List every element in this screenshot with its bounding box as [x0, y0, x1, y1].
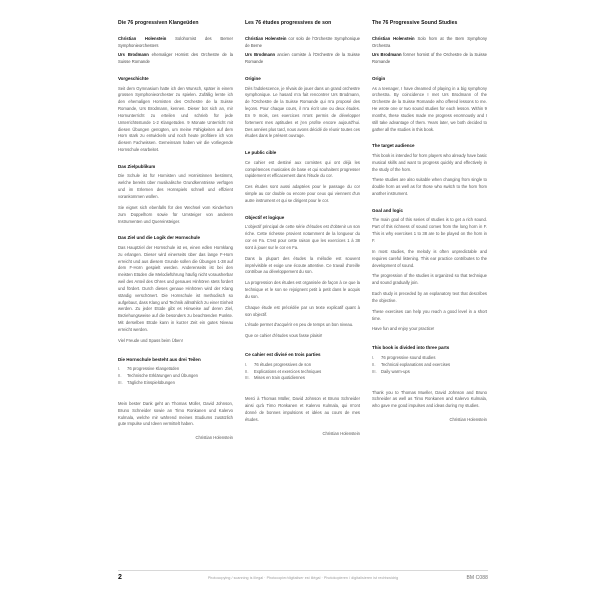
parts-item-text: Technische Erklärungen und Übungen — [127, 373, 199, 379]
parts-item-number: I. — [372, 354, 375, 360]
copyright-notice: Photocopying / scanning is illegal · Photocopier/digitaliser est illégal · Photokopieren / digitalisieren ist rechtswidrig — [207, 576, 399, 580]
section-ziel-und-logik — [118, 235, 233, 344]
section-paragraph: The main goal of this series of studies is to get a rich sound. Part of this richness of sound comes from the long horn in F. This is why exercises 1 to 38 are to be played on the horn in F. — [372, 217, 487, 244]
author-entry — [372, 52, 487, 66]
section-paragraph: Seit dem Gymnasium hatte ich den Wunsch, später in einem grossen Symphonieorchester zu spielen. Zufällig lernte ich den ehemaligen Hornisten des Orchestre de la Suisse Romande, Urs Brodmann, kennen. Dieser bot sich an, mir Hornunterricht zu erteilen und schrieb für jede Unterrichtsstunde 1-2 Klangetüden. 9 Monate Unterricht mit diesen Übungen genügten, um meine Fähigkeiten auf dem Horn stark zu entwickeln und noch heute profitiere ich von diesem Fachwissen. Gemeinsam haben wir die vorliegende Hornschule erarbeitet. — [118, 85, 233, 153]
parts-list-item — [245, 362, 360, 369]
author-role: ehemaliger Hornist des Orchestre de la Suisse Romande — [118, 52, 233, 65]
parts-item-number: III. — [372, 368, 377, 374]
section-paragraph: This book is intended for horn players who already have basic musical skills and want to progress quickly and effectively in the study of the horn. — [372, 152, 487, 172]
parts-list-item — [118, 380, 233, 387]
section-origine — [245, 76, 360, 140]
signature: Christian Holenstein — [322, 430, 360, 436]
parts-block-german — [118, 357, 233, 387]
section-target-audience — [372, 143, 487, 198]
author-name: Urs Brodmann — [118, 52, 149, 58]
parts-list-item — [372, 355, 487, 362]
author-role: ancien corniste à l'Orchestre de la Suisse Romande — [245, 52, 360, 65]
parts-item-number: II. — [118, 373, 122, 379]
parts-list-item — [118, 373, 233, 380]
section-paragraph: Each study is preceded by an explanatory text that describes the objective. — [372, 291, 487, 303]
footer-divider — [118, 570, 488, 571]
column-title-german: Die 76 progressiven Klangeüden — [118, 20, 199, 26]
section-goal-and-logic — [372, 208, 487, 333]
section-heading: Das Ziel und die Logik der Hornschule — [118, 235, 201, 241]
section-paragraph: Que ce cahier d'études vous fasse plaisir! — [245, 333, 323, 339]
parts-block-english — [372, 345, 487, 375]
acknowledgements-german — [118, 401, 233, 442]
parts-item-text: Technical explanations and exercises — [381, 361, 451, 367]
author-entry — [245, 52, 360, 66]
parts-list-item — [118, 366, 233, 373]
section-paragraph: These exercises can help you reach a good level in a short time. — [372, 308, 487, 321]
parts-item-text: Tägliche Einspielübungen — [127, 380, 175, 385]
parts-item-number: I. — [118, 366, 121, 372]
section-paragraph: La progression des études est organisée de façon à ce que la technique et le son se rejoignent petit à petit dans le acquis du son. — [245, 280, 360, 299]
section-paragraph: Dans la plupart des études la mélodie est souvent imprévisible et exige une écoute attentive. Ce travail d'oreille contribue au développement du son. — [245, 255, 360, 275]
parts-list — [372, 355, 487, 376]
three-column-layout — [118, 20, 488, 442]
section-heading: Goal and logic — [372, 208, 404, 213]
parts-list-item — [372, 369, 487, 376]
catalogue-number: BM C088 — [466, 575, 488, 581]
author-entry — [118, 52, 233, 66]
section-heading: Origine — [245, 76, 261, 82]
section-heading: Das Zielpublikum — [118, 163, 156, 169]
author-role: former hornist of the Orchestre de la Suisse Romande — [372, 52, 487, 65]
section-paragraph: L'objectif principal de cette série d'études est d'obtenir un son riche. Cette richesse provient notamment de la longueur du cor en Fa. C'est pour cette raison que les exercices 1 à 38 sont à jouer sur le cor en Fa. — [245, 224, 360, 250]
parts-list-item — [245, 369, 360, 376]
parts-item-text: Mises en train quotidiennes — [254, 375, 305, 381]
section-objectif-logique — [245, 215, 360, 340]
section-paragraph: Chaque étude est précédée par un texte explicatif quant à son objectif. — [245, 304, 360, 317]
parts-item-text: Explications et exercices techniques — [254, 368, 322, 374]
author-name: Urs Brodmann — [245, 52, 276, 58]
parts-item-text: Daily warm-ups — [381, 368, 410, 374]
section-paragraph: Das Hauptziel der Hornschule ist es, einen edlen Hornklang zu erlangen. Dieser wird einerseits über das lange F-Horn erreicht und aus diesem Grunde sollen die Übungen 1-38 auf dem F-Horn gespielt werden. Anderenseits ist bei den meisten Etüden die Melodieführung häufig nicht vorausherbar weil des Anteil des Ohres und genaues Hinhören stets fordert und fördert. Durch dieses genaue Hinhören wird der Klang ständig verschönert. Die Hornschule ist methodisch so aufgebaut, dass Klang und Technik allmählich zu einer Einheit werden. Zu jeder Etüde gibt es Hinweise auf deren Ziel, Beziehungsweise auf die besonders zu beachtenden Punkte. Mit derselben Etüde kann in kurzer Zeit ein gutes Niveau erreicht werden. — [118, 244, 233, 332]
column-french — [245, 20, 360, 442]
section-paragraph: L'étude permet d'acquérir en peu de temps un bon niveau. — [245, 322, 354, 328]
author-name: Christian Holenstein — [118, 36, 167, 42]
parts-list-item — [245, 375, 360, 382]
parts-list — [245, 362, 360, 383]
author-name: Christian Holenstein — [245, 36, 287, 42]
page-number: 2 — [118, 574, 122, 581]
section-zielpublikum — [118, 164, 233, 225]
section-origin — [372, 76, 487, 133]
parts-item-number: III. — [245, 375, 250, 381]
page-footer — [118, 570, 488, 584]
column-english — [372, 20, 487, 442]
column-title-english: The 76 Progressive Sound Studies — [372, 20, 458, 26]
parts-item-text: 76 progressive Klangetüden — [127, 366, 180, 372]
parts-item-number: III. — [118, 380, 123, 385]
signature: Christian Holenstein — [449, 417, 487, 423]
author-entry — [118, 36, 233, 50]
column-german — [118, 20, 233, 442]
section-paragraph: Dès l'adolescence, je rêvais de jouer dans un grand orchestre symphonique. Le hasard m'a fait rencontrer Urs Brodmann, de l'Orchestre de la Suisse Romande qui m'a proposé des leçons. Pour chaque cours, il m'a écrit une ou deux études. En 9 mois, ces exercices m'ont permis de développer fortement mes aptitudes et j'en profite encore aujourd'hui. Des années plus tard, nous avons décidé de réunir toutes ces études dans le présent ouvrage. — [245, 85, 360, 139]
acknowledgement-text: Mein bester Dank geht an Thomas Müller, David Johnson, Bruno Schneider sowie an Timo Ronkanen und Kalervo Kulmala, welche mir während meines Studiums zusätzlich gute Impulse und Ideen vermittelt haben. — [118, 400, 233, 427]
section-paragraph: Sie eignet sich ebenfalls für den Wechsel vom Kinderhorn zum Doppelhorn sowie für Umsteiger von anderen Instrumenten und Quereinsteiger. — [118, 204, 233, 224]
section-vorgeschichte — [118, 76, 233, 154]
author-entry — [245, 36, 360, 50]
section-paragraph: In most studies, the melody is often unpredictable and requires careful listening. This ear practice contributes to the development of sound. — [372, 248, 487, 268]
parts-list — [118, 366, 233, 387]
acknowledgement-text: Merci à Thomas Müller, David Johnson et Bruno Schneider ainsi qu'à Timo Ronkanen et Kalervo Kulmala, qui m'ont donné de bonnes impulsions et idées au cours de mes études. — [245, 396, 360, 422]
section-heading: Objectif et logique — [245, 214, 285, 220]
author-role: cor solo de l'Orchestre Symphonique de Berne — [245, 36, 360, 49]
parts-item-text: 76 progressive sound studies — [381, 354, 436, 360]
parts-item-number: I. — [245, 361, 248, 367]
acknowledgements-french — [245, 396, 360, 437]
acknowledgement-text: Thank you to Thomas Mueller, David Johnson and Bruno Schneider as well as Timo Ronkanen and Kalervo Kulmala, who gave me good impulses and ideas during my studies. — [372, 389, 487, 409]
author-role: Solo horn at the Bern Symphony Orchestra — [372, 36, 487, 49]
section-public-cible — [245, 150, 360, 205]
section-paragraph: Ces études sont aussi adaptées pour le passage du cor simple au cor double ou encore pour ceux qui viennent d'un autre instrument et qui se dirigent pour le cor. — [245, 184, 360, 203]
acknowledgements-english — [372, 390, 487, 424]
author-role: Solohornist des Berner Symphonieorchesters — [118, 36, 233, 49]
section-paragraph: Die Schule ist für Hornisten und Hornistinnen bestimmt, welche bereits über musikalische Grundkenntnisse verfügen und im Erlernen des Hornspiels schnell und effizient vorankommen wollen. — [118, 173, 233, 199]
parts-list-item — [372, 362, 487, 369]
section-paragraph: Ce cahier est destiné aux cornistes qui ont déjà les compétences musicales de base et qui souhaitent progresser rapidement et efficacement dans l'étude du cor. — [245, 159, 360, 179]
section-paragraph: These studies are also suitable when changing from single to double horn as well as for those who switch to the horn from another instrument. — [372, 177, 487, 197]
author-entry — [372, 36, 487, 50]
page-content-area — [118, 20, 488, 580]
parts-item-number: II. — [245, 368, 249, 374]
section-paragraph: Have fun and enjoy your practice! — [372, 326, 435, 332]
parts-block-french — [245, 352, 360, 382]
parts-heading: Ce cahier est divisé en trois parties — [245, 352, 321, 358]
author-name: Christian Holenstein — [372, 36, 415, 42]
author-name: Urs Brodmann — [372, 52, 402, 58]
section-heading: Le public cible — [245, 150, 277, 156]
signature: Christian Holenstein — [195, 435, 233, 441]
section-heading: Vorgeschichte — [118, 76, 149, 82]
parts-item-text: 76 études progressives de son — [254, 361, 312, 367]
parts-heading: This book is divided into three parts — [372, 345, 450, 351]
section-heading: Origin — [372, 76, 386, 82]
parts-heading: Die Hornschule besteht aus drei Teilen — [118, 356, 201, 362]
section-heading: The target audience — [372, 143, 415, 149]
section-paragraph: Viel Freude und Spass beim Üben! — [118, 337, 183, 343]
section-paragraph: The progression of the studies is organized so that technique and sound gradually join. — [372, 273, 487, 286]
section-paragraph: As a teenager, I have dreamed of playing in a big symphony orchestra. By coincidence I met Urs Brodmann of the Orchestre de la Suisse Romande who offered lessons to me. He wrote one or two sound studies for each lesson. Within 9 months, these studies made me progress enormously and I still take advantage of them. Years later, we both decided to gather all the studies in this book. — [372, 85, 487, 132]
parts-item-number: II. — [372, 361, 376, 367]
column-title-french: Les 76 études progressives de son — [245, 20, 332, 26]
